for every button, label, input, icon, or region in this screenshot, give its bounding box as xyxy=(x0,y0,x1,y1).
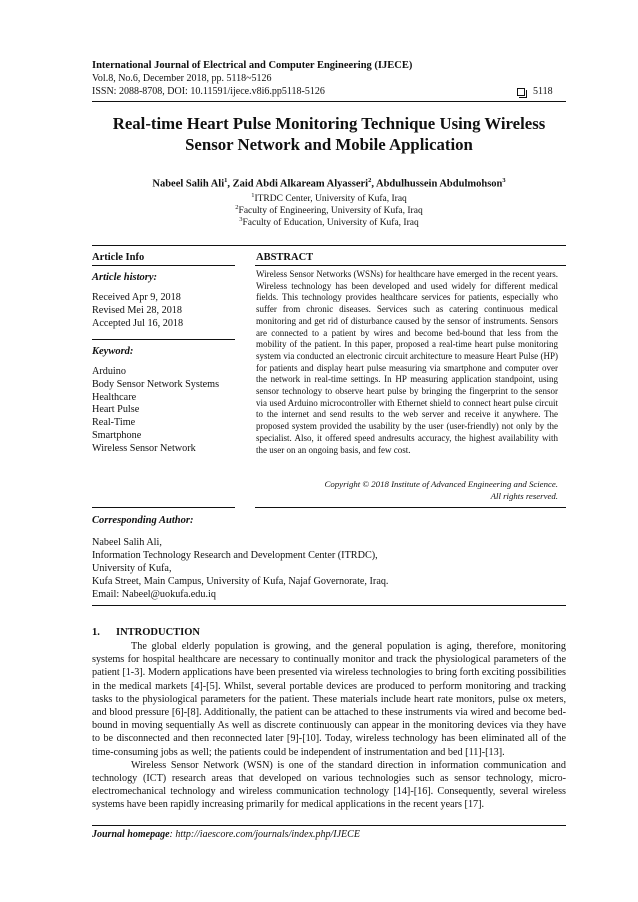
footer-rule xyxy=(92,825,566,826)
copyright-notice: Copyright © 2018 Institute of Advanced Engineering and Science. All rights reserved. xyxy=(324,479,558,501)
corresponding-top-rule-right xyxy=(255,507,566,508)
author-2-sup: 2 xyxy=(368,177,372,184)
section-number: 1. xyxy=(92,627,100,638)
paragraph: Wireless Sensor Network (WSN) is one of the standard direction in information communication and technology (ICT) research areas that developed on various technologies such as sensor technology, micro-electromechanical technology and wireless communication technology [14]-[16]. Consequently, several wireless systems have been rapidly increasing primarily for medical applications in the recent years [17]. xyxy=(92,759,566,811)
paragraph: The global elderly population is growing, and the general population is aging, therefore, monitoring systems for hospital healthcare are necessary to continually monitor and track the physiological parameters of the patient [1-3]. Modern applications have been presented via wireless technologies to bring forth exciting possibilities in the medical markets [4]-[5]. Whilst, several portable devices are produced to perform monitoring and tracking tasks to the physiological parameters for the patient. These materials include heart rate monitors, pulse ox meters, and blood pressure [6]-[8]. Additionally, the patient can be attached to these instruments via wired and become bed-bound in moving sequentially As well as discrete continuously can appear in the monitoring devices via they have to be disconnected and then reconnected later [9]-[10]. Today, wireless technology has been eliminated all of the time-consuming jobs as well; the patients could be independent of instrumentation and bed [11]-[13]. xyxy=(92,641,566,758)
keyword-item: Arduino xyxy=(92,366,126,377)
homepage-label: Journal homepage xyxy=(92,829,170,840)
corresponding-heading: Corresponding Author: xyxy=(92,515,194,526)
keyword-item: Body Sensor Network Systems xyxy=(92,378,220,390)
author-1-sup: 1 xyxy=(224,177,228,184)
author-list xyxy=(92,177,566,190)
history-heading: Article history: xyxy=(92,272,158,283)
abstract-text: Wireless Sensor Networks (WSNs) for healthcare have emerged in the recent years. Wireless technology has been developed and used widely for different medical fields. This technology provides healthcare services for patients, especially who suffer from chronic diseases. Services such as catering continuous medical monitoring and get rid of disturbance caused by the sensor of instruments. Sensors are connected to a patient by wires and become bed-bound that less from the mobility of the patient. In this paper, proposed a real-time heart pulse monitoring system via conducted an electronic circuit architecture to measure Heart Pulse (HP) for patients and display heart pulse measuring via smartphone and computer over the network in real-time settings. In HP measuring application standpoint, using sensor technology to observe heart pulse by bringing the fingerprint to the sensor via used Arduino microcontroller with Ethernet shield to connect heart pulse circuit to the internet and send results to the web server and receive it anywhere. The proposed system provided the usability by the user (user-friendly) not only by the specialist. Also, it offered speed andresults accuracy, the highest availability with the user on an ongoing basis, and few cost. xyxy=(256,269,558,455)
homepage-url[interactable]: : http://iaescore.com/journals/index.php/IJECE xyxy=(169,829,360,840)
title-line-2: Sensor Network and Mobile Application xyxy=(185,135,473,154)
affiliation-3: $^3$Faculty of Education, University of Kufa, Iraq xyxy=(239,216,419,229)
corresponding-line: University of Kufa, xyxy=(92,563,172,574)
author-3: , Abdulhussein Abdulmohson xyxy=(371,178,503,190)
author-2: , Zaid Abdi Alkaream Alyasseri xyxy=(227,178,369,190)
corresponding-line: Kufa Street, Main Campus, University of Kufa, Najaf Governorate, Iraq. xyxy=(92,576,389,587)
accepted-date: Accepted Jul 16, 2018 xyxy=(92,317,184,329)
keyword-item: Real-Time xyxy=(92,417,136,429)
journal-volume: Vol.8, No.6, December 2018, pp. 5118~5126 xyxy=(92,73,272,84)
article-info-heading: Article Info xyxy=(92,252,145,263)
abstract-heading: ABSTRACT xyxy=(256,252,314,263)
corresponding-details xyxy=(92,536,388,601)
keyword-heading: Keyword: xyxy=(92,346,134,357)
author-3-sup: 3 xyxy=(502,177,506,184)
history-dates xyxy=(92,292,183,330)
section-title: INTRODUCTION xyxy=(116,627,201,638)
keyword-item: Heart Pulse xyxy=(92,404,140,416)
author-1: Nabeel Salih Ali xyxy=(152,178,225,190)
page-number: 5118 xyxy=(533,86,553,97)
received-date: Received Apr 9, 2018 xyxy=(92,292,181,303)
corresponding-line: Nabeel Salih Ali, xyxy=(92,537,162,548)
abstract-heading-rule xyxy=(255,265,566,266)
page-box-icon xyxy=(517,88,525,96)
journal-name: International Journal of Electrical and Computer Engineering (IJECE) xyxy=(92,60,413,71)
history-rule xyxy=(92,339,235,340)
keyword-item: Smartphone xyxy=(92,429,142,441)
journal-issn-doi: ISSN: 2088-8708, DOI: 10.11591/ijece.v8i6.pp5118-5126 xyxy=(92,86,325,97)
paper-title xyxy=(92,113,566,155)
corresponding-email: Email: Nabeel@uokufa.edu.iq xyxy=(92,589,216,600)
keyword-item: Healthcare xyxy=(92,391,137,403)
keyword-item: Wireless Sensor Network xyxy=(92,442,196,454)
journal-homepage xyxy=(92,829,360,840)
header-rule xyxy=(92,101,566,102)
affiliation-1: $^1$ITRDC Center, University of Kufa, Iraq xyxy=(251,192,407,205)
section-heading-introduction xyxy=(92,627,200,638)
revised-date: Revised Mei 28, 2018 xyxy=(92,304,182,316)
info-top-rule xyxy=(92,245,566,246)
introduction-body xyxy=(92,640,566,812)
title-line-1: Real-time Heart Pulse Monitoring Technique Using Wireless xyxy=(112,114,546,133)
keyword-list xyxy=(92,366,219,456)
page-number-block xyxy=(517,86,553,97)
affiliation-2: $^2$Faculty of Engineering, University of Kufa, Iraq xyxy=(235,204,423,217)
info-heading-rule xyxy=(92,265,235,266)
corresponding-bottom-rule xyxy=(92,605,566,606)
corresponding-top-rule-left xyxy=(92,507,235,508)
corresponding-line: Information Technology Research and Development Center (ITRDC), xyxy=(92,550,378,561)
